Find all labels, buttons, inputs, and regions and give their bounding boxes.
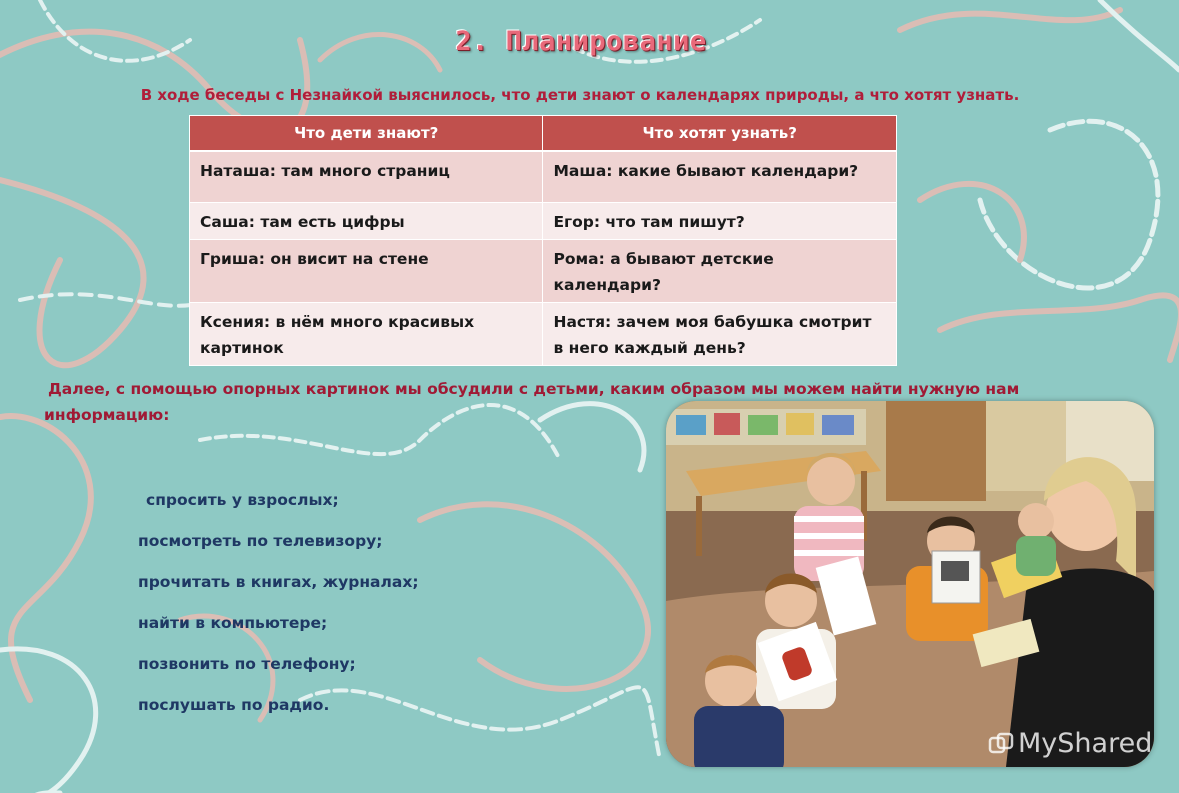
list-item: послушать по радио. [138,696,330,714]
table-cell: Рома: а бывают детские календари? [543,240,897,303]
list-item: прочитать в книгах, журналах; [138,573,419,591]
table-cell: Егор: что там пишут? [543,203,897,240]
intro-text: В ходе беседы с Незнайкой выяснилось, что дети знают о календарях природы, а что хотят узнать. [140,86,1020,104]
further-text: Далее, с помощью опорных картинок мы обсудили с детьми, каким образом мы можем найти нужную нам информацию: [44,380,1020,424]
table-cell: Саша: там есть цифры [190,203,543,240]
list-item: позвонить по телефону; [138,655,356,673]
myshared-logo-icon [988,732,1014,758]
list-item: спросить у взрослых; [146,491,339,509]
table-row [190,303,897,366]
table-row [190,240,897,303]
table-row [190,151,897,203]
table-cell: Наташа: там много страниц [190,151,543,203]
table-cell: Маша: какие бывают календари? [543,151,897,203]
classroom-photo [666,401,1154,767]
table-row [190,203,897,240]
header-know: Что дети знают? [190,116,543,152]
knowledge-table [189,115,897,366]
table-cell: Настя: зачем моя бабушка смотрит в него каждый день? [543,303,897,366]
table-cell: Гриша: он висит на стене [190,240,543,303]
slide-title: 2. Планирование [455,26,707,57]
list-item: найти в компьютере; [138,614,328,632]
header-want: Что хотят узнать? [543,116,897,152]
watermark-text: MyShared [1018,728,1153,759]
table-cell: Ксения: в нём много красивых картинок [190,303,543,366]
list-item: посмотреть по телевизору; [138,532,383,550]
info-sources-list [138,486,419,732]
